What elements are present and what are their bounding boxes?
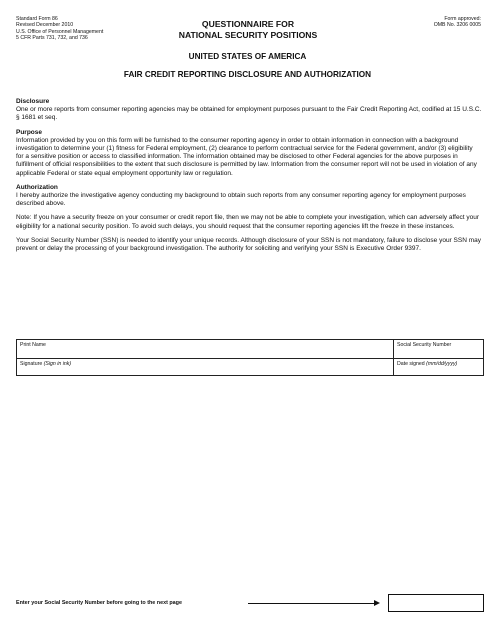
ssn-label: Social Security Number xyxy=(397,342,452,348)
print-name-label: Print Name xyxy=(20,342,46,348)
omb-number: OMB No. 3206 0005 xyxy=(433,22,481,29)
purpose-text: Information provided by you on this form will be furnished to the consumer reporting agency in order to obtain information in connection with a background investigation to determine your (1) fitness for Federal employment, (2) clearance to perform contractual service for the Federal government, and/or (3) eligibility for a sensitive position or access to classified information. The information obtained may be disclosed to other Federal agencies for the above purposes in fulfillment of official responsibilities to the extent that such disclosure is permitted by law. Information from the consumer report will not be used in violation of any applicable Federal or state equal employment opportunity law or regulation. xyxy=(16,136,477,177)
date-signed-field[interactable] xyxy=(394,359,484,376)
disclosure-text: One or more reports from consumer reporting agencies may be obtained for employment purposes pursuant to the Fair Credit Reporting Act, codified at 15 U.S.C. § 1681 et seq. xyxy=(16,106,482,122)
signature-field[interactable] xyxy=(17,359,394,376)
omb-approval xyxy=(434,16,481,29)
date-signed-label: Date signed xyxy=(397,361,425,367)
form-approved-label: Form approved: xyxy=(444,16,481,22)
security-freeze-note: Note: If you have a security freeze on your consumer or credit report file, then we may not be able to complete your investigation, which can adversely affect your eligibility for a national security position. To avoid such delays, you should request that the consumer reporting agencies lift the freeze in these instances. xyxy=(16,214,480,230)
authorization-heading: Authorization xyxy=(16,183,58,191)
form-title-line-1: QUESTIONNAIRE FOR xyxy=(201,19,295,29)
cfr-parts: 5 CFR Parts 731, 732, and 736 xyxy=(16,35,88,42)
print-name-field[interactable] xyxy=(17,340,394,359)
signature-table xyxy=(16,339,484,376)
authorization-text: I hereby authorize the investigative agency conducting my background to obtain such reports from any consumer reporting agency for employment purposes described above. xyxy=(16,192,466,208)
issuing-agency: U.S. Office of Personnel Management xyxy=(16,28,104,35)
form-number: Standard Form 86 xyxy=(16,16,58,22)
form-title xyxy=(150,19,346,41)
arrowhead-icon xyxy=(374,600,380,606)
country-title: UNITED STATES OF AMERICA xyxy=(188,52,307,61)
arrow-right-icon xyxy=(248,603,378,604)
form-body xyxy=(16,98,482,253)
disclosure-heading: Disclosure xyxy=(16,98,50,105)
date-format-hint: (mm/dd/yyyy) xyxy=(426,361,458,367)
disclosure-title: FAIR CREDIT REPORTING DISCLOSURE AND AUTHORIZATION xyxy=(123,70,372,79)
form-identifier xyxy=(16,16,103,42)
ssn-notice: Your Social Security Number (SSN) is needed to identify your unique records. Although disclosure of your SSN is not mandatory, failure to disclose your SSN may prevent or delay the processing of your background investigation. The authority for soliciting and verifying your SSN is Executive Order 9397. xyxy=(16,236,481,253)
ssn-field[interactable] xyxy=(394,340,484,359)
signature-label: Signature xyxy=(20,361,43,367)
ssn-footer-instruction: Enter your Social Security Number before going to the next page xyxy=(16,600,182,606)
signature-hint: (Sign in ink) xyxy=(43,361,72,367)
purpose-heading: Purpose xyxy=(16,128,43,136)
revision-date: Revised December 2010 xyxy=(16,22,74,29)
footer-ssn-input-box[interactable] xyxy=(388,594,484,612)
form-title-line-2: NATIONAL SECURITY POSITIONS xyxy=(178,30,318,40)
